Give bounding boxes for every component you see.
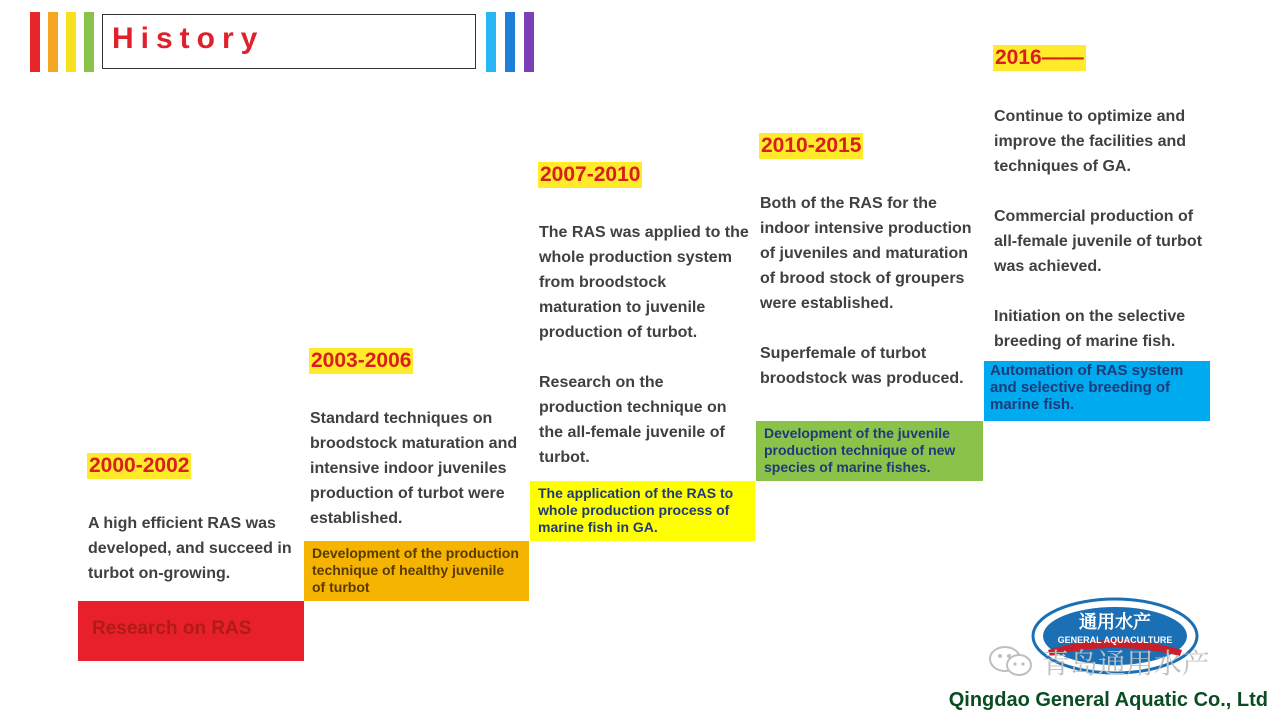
step-healthy-juvenile (304, 541, 529, 601)
step-label: Development of the production technique of healthy juvenile of turbot (312, 545, 519, 595)
watermark-text: 青岛通用水产 (1041, 647, 1210, 680)
step-label: Development of the juvenile production technique of new species of marine fishes. (764, 425, 956, 475)
year-label-2000: 2000-2002 (89, 454, 190, 477)
period-description-2007 (539, 220, 749, 470)
paragraph: Initiation on the selective breeding of marine fish. (994, 308, 1186, 350)
paragraph: Continue to optimize and improve the facilities and techniques of GA. (994, 108, 1187, 175)
color-bar-red (30, 12, 40, 72)
paragraph: The RAS was applied to the whole production system from broodstock maturation to juvenile production of turbot. (539, 224, 749, 341)
color-bar-green (84, 12, 94, 72)
step-ras-application (530, 481, 755, 541)
year-label-2010: 2010-2015 (761, 134, 862, 157)
step-new-species (756, 421, 983, 481)
step-automation (984, 361, 1210, 421)
paragraph: Superfemale of turbot broodstock was produced. (760, 345, 964, 387)
logo-text-en: GENERAL AQUACULTURE (1057, 635, 1173, 645)
period-description-2003 (310, 406, 520, 531)
period-description-2000 (88, 511, 293, 586)
color-bar-yellow (66, 12, 76, 72)
year-label-2007: 2007-2010 (540, 163, 641, 186)
period-description-2016 (994, 104, 1216, 354)
color-bar-purple (524, 12, 534, 72)
year-label-2003: 2003-2006 (311, 349, 412, 372)
page-title: History (112, 22, 265, 55)
period-description-2010 (760, 191, 980, 391)
wechat-icon (988, 645, 1034, 677)
paragraph: Commercial production of all-female juvenile of turbot was achieved. (994, 208, 1203, 275)
step-research-on-ras (78, 601, 304, 661)
step-label: The application of the RAS to whole production process of marine fish in GA. (538, 485, 734, 535)
step-label: Automation of RAS system and selective breeding of marine fish. (990, 362, 1184, 413)
color-bar-orange (48, 12, 58, 72)
paragraph: Research on the production technique on the all-female juvenile of turbot. (539, 374, 727, 466)
paragraph: Both of the RAS for the indoor intensive production of juveniles and maturation of brood stock of groupers were established. (760, 195, 972, 312)
year-label-2016: 2016—— (995, 46, 1084, 69)
step-label: Research on RAS (92, 618, 252, 639)
logo-text-cn: 通用水产 (1079, 612, 1151, 633)
paragraph: Standard techniques on broodstock maturation and intensive indoor juveniles production of turbot were established. (310, 410, 518, 527)
color-bar-lightblue (486, 12, 496, 72)
wechat-watermark (988, 642, 1210, 682)
color-bar-blue (505, 12, 515, 72)
paragraph: A high efficient RAS was developed, and succeed in turbot on-growing. (88, 515, 292, 582)
company-name: Qingdao General Aquatic Co., Ltd (948, 689, 1268, 711)
